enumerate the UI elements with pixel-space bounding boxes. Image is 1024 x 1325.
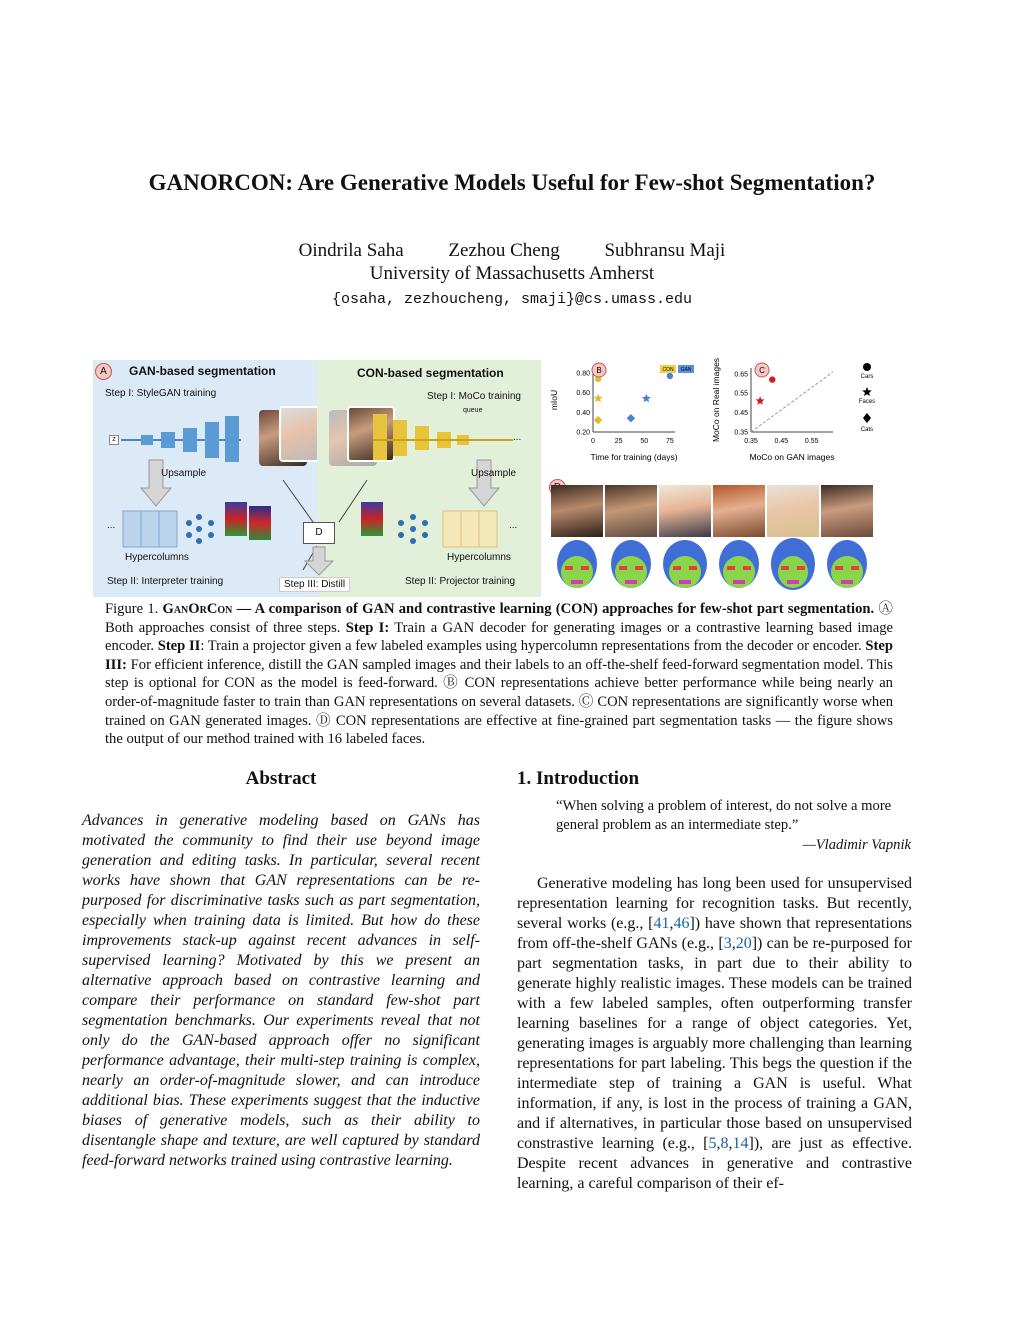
email: {osaha, zezhoucheng, smaji}@cs.umass.edu: [331, 291, 693, 308]
caption-step3: Step III:: [105, 638, 893, 673]
data-point: [594, 394, 603, 403]
legend-gan-label: GAN: [680, 367, 692, 373]
citation-3[interactable]: 3: [723, 935, 732, 952]
figure-caption: [105, 600, 893, 749]
seg-output-5: [767, 538, 819, 594]
x-axis-label: MoCo on GAN images: [749, 452, 835, 462]
upsample-left-label: Upsample: [161, 468, 207, 479]
quote-author: —Vladimir Vapnik: [802, 837, 911, 853]
face-photo-3: [659, 485, 711, 537]
x-tick-label: 0.55: [804, 438, 819, 445]
citation-8[interactable]: 8: [720, 1135, 729, 1152]
seg-output-4: [713, 538, 765, 594]
authors: [0, 240, 1024, 262]
seg-output-1: [551, 538, 603, 594]
intro-text-2: ]) have shown that representations from off-the-shelf GANs (e.g., [: [517, 915, 913, 952]
intro-text-3: ]) can be re-purposed for part segmentation tasks, in part due to their ability to generate highly realistic images. These models can be trained with a few labeled samples, often outperforming transfer learning baselines for a range of object categories. Yet, generating images is arguably more challenging than learning representations for part labeling. This begs the question if the intermediate step of training a GAN is useful. What information, if any, is lost in the process of training a GAN, and if alternatives, in particular those based on unsupervised constrastive learning (e.g., [: [517, 935, 913, 1152]
y-tick-label: 0.80: [576, 370, 590, 378]
seg-output-6: [821, 538, 873, 594]
ellipsis-right: ...: [509, 520, 518, 531]
abstract-heading: Abstract: [245, 768, 317, 789]
citation-20[interactable]: 20: [735, 935, 752, 952]
title-c: C: [234, 170, 251, 195]
step2-con-label: Step II: Projector training: [405, 576, 516, 587]
face-photo-4: [713, 485, 765, 537]
data-point: [756, 396, 765, 405]
caption-text-6: CON representations are significantly worse when trained on GAN generated images.: [105, 693, 893, 729]
legend-faces-label: Faces: [858, 399, 876, 405]
ellipsis-queue: ...: [513, 432, 522, 443]
face-photo-1: [551, 485, 603, 537]
intro-comma-2: ,: [731, 935, 736, 952]
title-g: G: [148, 170, 167, 195]
legend-cats-marker: [863, 413, 871, 423]
y-tick-label: 0.60: [576, 390, 590, 398]
caption-text-2: Train a GAN decoder for generating images or a contrastive learning based image encoder.: [105, 619, 893, 655]
caption-text-4: For efficient inference, distill the GAN sampled images and their labels to an off-the-shelf feed-forward segmentation model. This step is optional for CON as the model is feed-forward.: [105, 656, 893, 692]
y-tick-label: 0.55: [734, 390, 748, 398]
data-point: [667, 373, 673, 379]
citation-46[interactable]: 46: [673, 915, 690, 932]
intro-quote: “When solving a problem of interest, do not solve a more general problem as an intermediate step.”: [556, 798, 892, 833]
caption-text-7: CON representations are effective at fine-grained part segmentation tasks — the figure shows the output of our method trained with 16 labeled faces.: [105, 712, 893, 748]
legend-cars-marker: [863, 363, 871, 371]
y-axis-label: MoCo on Real images: [711, 357, 721, 443]
moco-encoder-icon: [373, 402, 533, 462]
data-point: [594, 416, 602, 424]
hypercolumns-right-icon: [387, 505, 517, 555]
intro-text-4: ]), are just as effective. Despite recent advances in generative and contrastive learning, a careful comparison of their ef-: [517, 1135, 912, 1192]
data-point: [769, 376, 775, 382]
affiliation: University of Massachusetts Amherst: [369, 263, 655, 284]
step2-gan-label: Step II: Interpreter training: [107, 576, 224, 587]
intro-text-1: Generative modeling has long been used for unsupervised representation learning for recognition tasks. But recently, several works (e.g., [: [517, 875, 912, 932]
author-3: Subhransu Maji: [604, 240, 726, 261]
x-tick-label: 75: [665, 438, 674, 445]
caption-label: Figure 1.: [105, 601, 159, 617]
ellipsis-left: ...: [107, 520, 116, 531]
x-tick-label: 0.45: [774, 438, 789, 445]
figure-1: [93, 357, 879, 597]
caption-step1: Step I:: [345, 619, 390, 636]
seg-output-3: [659, 538, 711, 594]
paper-title: [0, 170, 1024, 196]
x-tick-label: 25: [614, 438, 623, 445]
title-r: R: [217, 170, 235, 195]
caption-circle-d: Ⓓ: [315, 712, 332, 729]
x-tick-label: 50: [640, 438, 649, 445]
legend-cats-label: Cats: [860, 427, 874, 433]
citation-5[interactable]: 5: [708, 1135, 717, 1152]
x-tick-label: 0: [591, 438, 595, 445]
seg-output-2: [605, 538, 657, 594]
legend-cars-label: Cars: [860, 374, 874, 380]
face-photo-6: [821, 485, 873, 537]
data-point: [627, 414, 635, 422]
caption-method-name: GanOrCon: [162, 601, 233, 617]
citation-14[interactable]: 14: [732, 1135, 749, 1152]
step3-label: Step III: Distill: [279, 577, 350, 592]
panel-b-label: B: [596, 366, 602, 375]
abstract-text: Advances in generative modeling based on GANs has motivated the community to find their use beyond image generation and editing tasks. In particular, several recent works have shown that GAN representations can be re-purposed for discriminative tasks such as part segmentation, especially when training data is limited. But how do these improvements stack-up against recent advances in self-supervised learning? Motivated by this we present an alternative approach based on contrastive learning and compare their performance on standard few-shot part segmentation benchmarks. Our experiments reveal that not only do the GAN-based approach offer no significant performance advantage, their multi-step training is complex, nearly an order-of-magnitude slower, and can introduce additional bias. These experiments suggest that the inductive biases of generative models, such as their ability to disentangle shape and texture, are well captured by standard feed-forward networks trained using contrastive learning.: [82, 812, 480, 1169]
y-tick-label: 0.65: [734, 371, 748, 379]
title-an: AN: [166, 170, 200, 195]
title-rest: : Are Generative Models Useful for Few-shot Segmentation?: [285, 170, 876, 195]
face-photo-5: [767, 485, 819, 537]
citation-41[interactable]: 41: [653, 915, 670, 932]
intro-comma-1: ,: [669, 915, 674, 932]
author-2: Zezhou Cheng: [448, 240, 560, 261]
face-photo-2: [605, 485, 657, 537]
x-axis-label: Time for training (days): [590, 452, 678, 462]
distill-d-box: D: [303, 522, 335, 544]
caption-circle-a: Ⓐ: [878, 601, 893, 617]
caption-step2: Step II: [157, 638, 201, 655]
legend-con-label: CON: [662, 367, 674, 373]
chart-c: [711, 357, 879, 478]
distill-down-arrow: [303, 547, 335, 577]
z-box: z: [109, 435, 119, 445]
intro-heading: 1. Introduction: [517, 768, 640, 789]
gan-seg-mask-1: [225, 502, 247, 536]
gan-title: GAN-based segmentation: [129, 364, 276, 378]
y-tick-label: 0.45: [734, 410, 748, 418]
hypercolumns-right-label: Hypercolumns: [447, 552, 511, 563]
title-o: O: [199, 170, 218, 195]
data-point: [642, 394, 651, 403]
caption-circle-b: Ⓑ: [443, 675, 460, 692]
caption-text-3: : Train a projector given a few labeled examples using hypercolumn representations from the decoder or encoder.: [200, 638, 866, 655]
y-tick-label: 0.20: [576, 429, 590, 437]
hypercolumns-left-label: Hypercolumns: [125, 552, 189, 563]
diagonal-reference: [751, 372, 833, 432]
y-tick-label: 0.40: [576, 409, 590, 417]
title-on: ON: [250, 170, 286, 195]
step1-gan-label: Step I: StyleGAN training: [105, 388, 217, 399]
author-1: Oindrila Saha: [298, 240, 404, 261]
step1-con-label: Step I: MoCo training: [427, 391, 521, 402]
queue-label: queue: [463, 407, 483, 414]
y-axis-label: mIoU: [549, 389, 559, 411]
caption-circle-c: Ⓒ: [578, 693, 594, 710]
intro-paragraph: [517, 874, 912, 1194]
caption-text-5: CON representations achieve better performance while being nearly an order-of-magnitude faster to train than GAN representations on several datasets.: [105, 675, 893, 710]
stylegan-decoder-icon: [121, 402, 261, 462]
intro-comma-4: ,: [728, 1135, 733, 1152]
con-title: CON-based segmentation: [357, 366, 504, 380]
y-tick-label: 0.35: [734, 429, 748, 437]
chart-b: [545, 360, 713, 478]
panel-a-badge: A: [95, 363, 112, 380]
intro-comma-3: ,: [716, 1135, 721, 1152]
caption-text-1: Both approaches consist of three steps.: [105, 619, 346, 636]
legend-faces-marker: [862, 387, 872, 396]
gan-seg-mask-2: [249, 506, 271, 540]
x-tick-label: 0.35: [744, 438, 758, 445]
panel-c-label: C: [759, 366, 765, 375]
caption-title: — A comparison of GAN and contrastive learning (CON) approaches for few-shot part segmentation.: [232, 601, 875, 617]
upsample-right-label: Upsample: [471, 468, 517, 479]
